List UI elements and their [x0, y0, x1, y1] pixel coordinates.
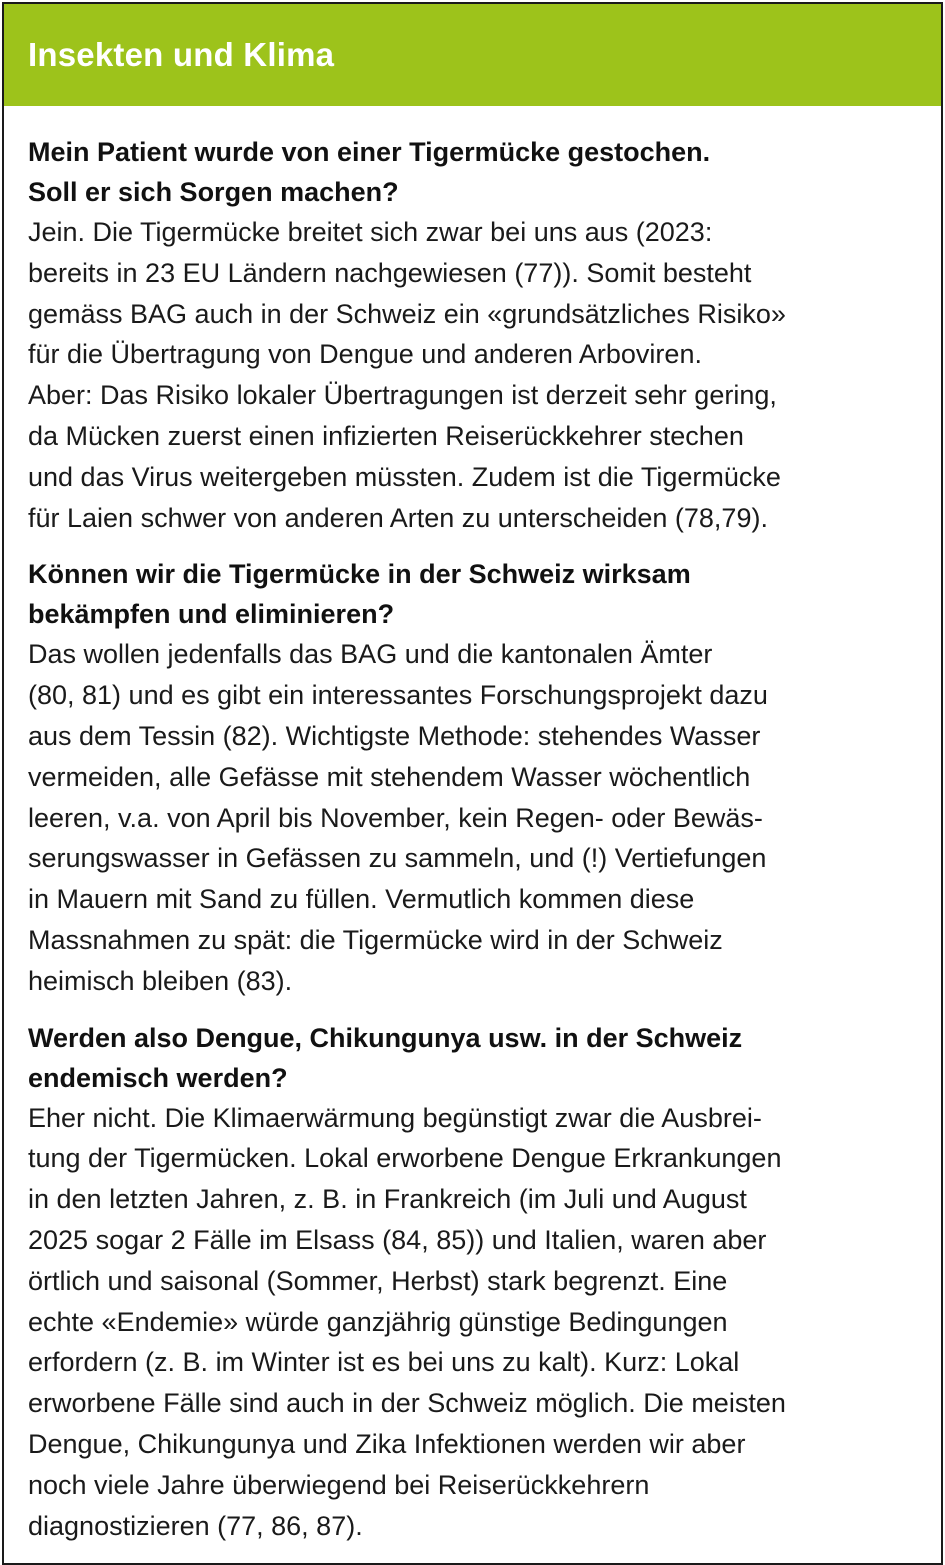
- answer-line: gemäss BAG auch in der Schweiz ein «grundsätzliches Risiko»: [28, 298, 786, 329]
- answer-line: örtlich und saisonal (Sommer, Herbst) stark begrenzt. Eine: [28, 1265, 728, 1296]
- faq-question: [28, 1018, 921, 1098]
- answer-line: Aber: Das Risiko lokaler Übertragungen ist derzeit sehr gering,: [28, 380, 777, 411]
- answer-line: bereits in 23 EU Ländern nachgewiesen (77)). Somit besteht: [28, 257, 752, 288]
- answer-line: heimisch bleiben (83).: [28, 965, 293, 996]
- faq-answer: [28, 212, 921, 538]
- answer-line: aus dem Tessin (82). Wichtigste Methode: stehendes Wasser: [28, 720, 761, 751]
- answer-line: für Laien schwer von anderen Arten zu unterscheiden (78,79).: [28, 502, 768, 533]
- question-line: endemisch werden?: [28, 1062, 288, 1093]
- answer-line: Das wollen jedenfalls das BAG und die kantonalen Ämter: [28, 639, 713, 670]
- answer-line: Dengue, Chikungunya und Zika Infektionen werden wir aber: [28, 1428, 746, 1459]
- box-title: Insekten und Klima: [28, 36, 335, 73]
- question-line: Werden also Dengue, Chikungunya usw. in der Schweiz: [28, 1022, 743, 1053]
- answer-line: in den letzten Jahren, z. B. in Frankreich (im Juli und August: [28, 1184, 747, 1215]
- faq-question: [28, 132, 921, 212]
- answer-line: da Mücken zuerst einen infizierten Reiserückkehrer stechen: [28, 420, 744, 451]
- faq-answer: [28, 1098, 921, 1547]
- box-header: [4, 4, 941, 106]
- answer-line: diagnostizieren (77, 86, 87).: [28, 1510, 363, 1541]
- answer-line: 2025 sogar 2 Fälle im Elsass (84, 85)) und Italien, waren aber: [28, 1224, 767, 1255]
- answer-line: erfordern (z. B. im Winter ist es bei uns zu kalt). Kurz: Lokal: [28, 1347, 740, 1378]
- answer-line: serungswasser in Gefässen zu sammeln, und (!) Vertiefungen: [28, 843, 767, 874]
- answer-line: leeren, v.a. von April bis November, kein Regen- oder Bewäs-: [28, 802, 763, 833]
- answer-line: echte «Endemie» würde ganzjährig günstige Bedingungen: [28, 1306, 728, 1337]
- answer-line: und das Virus weitergeben müssten. Zudem ist die Tigermücke: [28, 461, 781, 492]
- faq-answer: [28, 634, 921, 1001]
- answer-line: noch viele Jahre überwiegend bei Reiserückkehrern: [28, 1469, 650, 1500]
- answer-line: für die Übertragung von Dengue und anderen Arboviren.: [28, 339, 702, 370]
- answer-line: (80, 81) und es gibt ein interessantes Forschungsprojekt dazu: [28, 680, 768, 711]
- answer-line: Eher nicht. Die Klimaerwärmung begünstigt zwar die Ausbrei-: [28, 1102, 762, 1133]
- question-line: Soll er sich Sorgen machen?: [28, 177, 399, 207]
- answer-line: vermeiden, alle Gefässe mit stehendem Wasser wöchentlich: [28, 761, 751, 792]
- question-line: Können wir die Tigermücke in der Schweiz wirksam: [28, 559, 691, 590]
- info-box: [2, 2, 943, 1565]
- answer-line: tung der Tigermücken. Lokal erworbene Dengue Erkrankungen: [28, 1143, 782, 1174]
- faq-question: [28, 554, 921, 634]
- faq-section-3: [28, 1018, 921, 1547]
- answer-line: Jein. Die Tigermücke breitet sich zwar bei uns aus (2023:: [28, 217, 713, 247]
- question-line: Mein Patient wurde von einer Tigermücke gestochen.: [28, 137, 711, 167]
- question-line: bekämpfen und eliminieren?: [28, 599, 395, 630]
- faq-section-2: [28, 554, 921, 1001]
- answer-line: in Mauern mit Sand zu füllen. Vermutlich kommen diese: [28, 884, 695, 915]
- box-content: [4, 106, 941, 1546]
- answer-line: erworbene Fälle sind auch in der Schweiz möglich. Die meisten: [28, 1388, 786, 1419]
- faq-section-1: [28, 132, 921, 538]
- answer-line: Massnahmen zu spät: die Tigermücke wird in der Schweiz: [28, 924, 723, 955]
